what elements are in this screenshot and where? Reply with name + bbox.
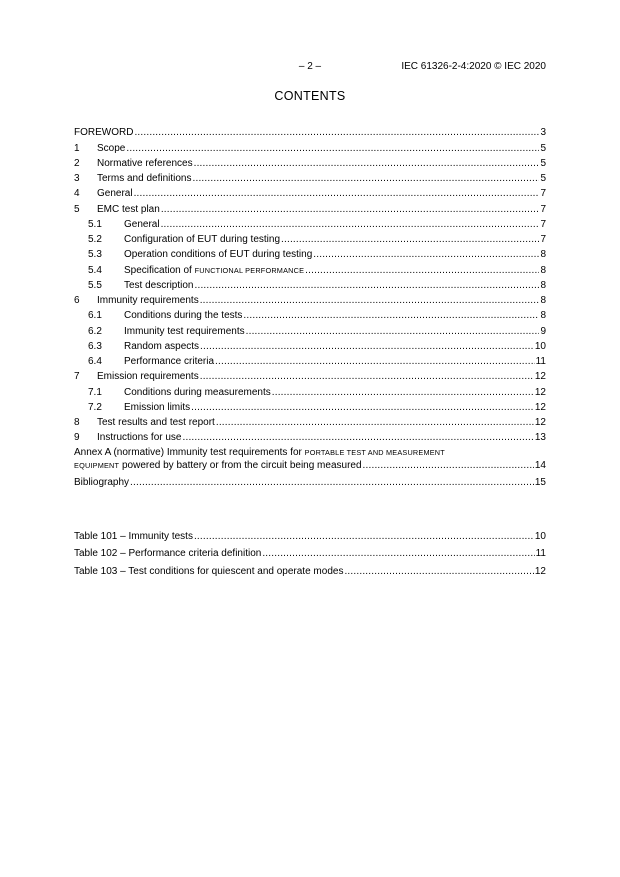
toc-entry-label: General [124,218,160,230]
annex-title-line-2 [74,459,546,472]
dot-leader [161,218,540,231]
dot-leader [161,203,540,216]
dot-leader [130,476,534,489]
toc-entry-label: Immunity requirements [97,295,199,306]
toc-entry-label: FOREWORD [74,127,134,139]
toc-entry-number: 5.2 [88,234,102,245]
annex-title-smallcaps: PORTABLE TEST AND MEASUREMENT [304,448,445,458]
toc-entry-label: Terms and definitions [97,173,192,184]
toc-entry-bibliography[interactable] [74,472,546,489]
toc-entry-page: 9 [540,325,546,337]
toc-entry-page: 13 [534,432,546,444]
toc-entry-5-1-general[interactable] [74,216,546,231]
dot-leader [200,370,534,383]
toc-entry-emission-requirements[interactable] [74,368,546,383]
list-of-tables [74,525,546,578]
toc-entry-label: Operation conditions of EUT during testing [124,249,313,261]
table-entry-page: 10 [534,530,546,542]
toc-entry-6-2-immunity-test-requirements[interactable] [74,322,546,337]
dot-leader [363,459,534,472]
dot-leader [344,565,533,578]
dot-leader [182,431,533,444]
table-entry-label: Table 102 – Performance criteria definition [74,548,262,559]
toc-entry-5-2-configuration[interactable] [74,231,546,246]
toc-entry-page: 8 [540,279,546,291]
dot-leader [191,401,534,414]
table-entry-103[interactable] [74,560,546,578]
toc-entry-label: Configuration of EUT during testing [124,234,281,245]
toc-entry-number: 7.2 [88,401,102,413]
toc-entry-number: 5.5 [88,279,102,291]
table-entry-label: Table 103 – Test conditions for quiescent and operate modes [74,565,344,577]
dot-leader [193,172,540,185]
toc-entry-page: 5 [540,142,546,154]
toc-entry-foreword[interactable] [74,124,546,139]
annex-title-smallcaps-2: EQUIPMENT [74,461,120,471]
annex-title-line-1 [74,446,546,459]
toc-entry-page: 8 [540,295,546,306]
dot-leader [272,386,534,399]
toc-entry-label: Emission requirements [97,371,199,383]
dot-leader [215,355,535,368]
toc-entry-page: 7 [540,234,546,245]
dot-leader [126,142,539,155]
dot-leader [194,530,534,543]
toc-entry-label: Bibliography [74,477,130,489]
toc-entry-label [124,264,304,277]
toc-entry-terms-and-definitions[interactable] [74,170,546,185]
page-number: – 2 – [298,61,322,72]
toc-entry-number: 6.3 [88,340,102,352]
toc-entry-immunity-requirements[interactable] [74,292,546,307]
toc-entry-number: 1 [74,142,80,154]
dot-leader [194,279,539,292]
toc-entry-page: 7 [540,218,546,230]
toc-entry-7-2-emission-limits[interactable] [74,399,546,414]
dot-leader [243,309,539,322]
table-entry-page: 12 [534,565,546,577]
toc-entry-number: 6.1 [88,310,102,322]
toc-entry-label: Random aspects [124,340,200,352]
toc-entry-6-1-conditions[interactable] [74,307,546,322]
toc-entry-page: 12 [534,386,546,398]
toc-entry-6-3-random-aspects[interactable] [74,338,546,353]
toc-entry-general[interactable] [74,185,546,200]
toc-entry-number: 7.1 [88,386,102,398]
table-entry-102[interactable] [74,543,546,561]
toc-entry-page: 12 [534,417,546,428]
dot-leader [246,325,540,338]
toc-entry-page: 14 [534,460,546,472]
dot-leader [281,233,539,246]
toc-entry-number: 5.4 [88,264,102,276]
toc-entry-page: 3 [540,127,546,139]
toc-entry-page: 7 [540,203,546,215]
toc-entry-number: 9 [74,432,80,444]
dot-leader [262,547,534,560]
toc-entry-5-4-specification[interactable] [74,261,546,276]
page-title: CONTENTS [274,89,346,103]
toc-entry-label: Immunity test requirements [124,325,245,337]
toc-entry-7-1-conditions-during-measurements[interactable] [74,383,546,398]
dot-leader [134,187,540,200]
toc-entry-6-4-performance-criteria[interactable] [74,353,546,368]
toc-entry-label-text: Specification of [124,264,192,276]
toc-entry-label: Test description [124,279,194,291]
dot-leader [313,248,539,261]
toc-entry-emc-test-plan[interactable] [74,200,546,215]
table-entry-label: Table 101 – Immunity tests [74,530,193,542]
toc-entry-number: 8 [74,417,80,428]
annex-title-prefix: Annex A (normative) Immunity test requirements for [74,447,302,459]
standard-reference: IEC 61326-2-4:2020 © IEC 2020 [401,61,546,72]
toc-entry-label: Conditions during the tests [124,310,243,322]
toc-entry-page: 8 [540,249,546,261]
dot-leader [200,294,540,307]
toc-entry-number: 5 [74,203,80,215]
toc-entry-scope[interactable] [74,139,546,154]
toc-entry-page: 12 [534,371,546,383]
toc-entry-label: Instructions for use [97,432,182,444]
toc-entry-number: 5.3 [88,249,102,261]
toc-entry-annex-a[interactable] [74,444,546,472]
toc-entry-label: Scope [97,142,126,154]
toc-entry-number: 3 [74,173,80,184]
toc-entry-page: 10 [534,340,546,352]
toc-entry-page: 12 [534,401,546,413]
toc-entry-label: Emission limits [124,401,191,413]
toc-entry-label: Conditions during measurements [124,386,271,398]
table-of-contents [74,124,546,489]
toc-entry-number: 6.4 [88,356,102,367]
toc-entry-number: 6 [74,295,80,306]
toc-entry-instructions-for-use[interactable] [74,429,546,444]
toc-entry-number: 4 [74,188,80,200]
annex-title-suffix: powered by battery or from the circuit being measured [121,460,362,472]
toc-entry-page: 5 [540,173,546,184]
toc-entry-number: 6.2 [88,325,102,337]
toc-entry-5-3-operation-conditions[interactable] [74,246,546,261]
toc-entry-test-results[interactable] [74,414,546,429]
dot-leader [194,157,540,170]
toc-entry-page: 5 [540,157,546,169]
dot-leader [200,340,534,353]
dot-leader [134,126,539,139]
table-entry-page: 11 [535,548,546,559]
toc-entry-5-5-test-description[interactable] [74,277,546,292]
toc-entry-label: Performance criteria [124,356,215,367]
toc-entry-number: 7 [74,371,80,383]
toc-entry-label: Test results and test report [97,417,215,428]
toc-entry-label-smallcaps: FUNCTIONAL PERFORMANCE [194,265,305,275]
toc-entry-label: General [97,188,133,200]
dot-leader [305,264,539,277]
toc-entry-page: 8 [540,264,546,276]
toc-entry-page: 7 [540,188,546,200]
dot-leader [216,416,534,429]
annex-title-continuation [74,459,362,472]
toc-entry-number: 5.1 [88,218,102,230]
toc-entry-page: 15 [534,477,546,489]
table-entry-101[interactable] [74,525,546,543]
toc-entry-label: EMC test plan [97,203,160,215]
toc-entry-label: Normative references [97,157,193,169]
toc-entry-number: 2 [74,157,80,169]
toc-entry-page: 8 [540,310,546,322]
toc-entry-page: 11 [535,356,546,367]
toc-entry-normative-references[interactable] [74,155,546,170]
